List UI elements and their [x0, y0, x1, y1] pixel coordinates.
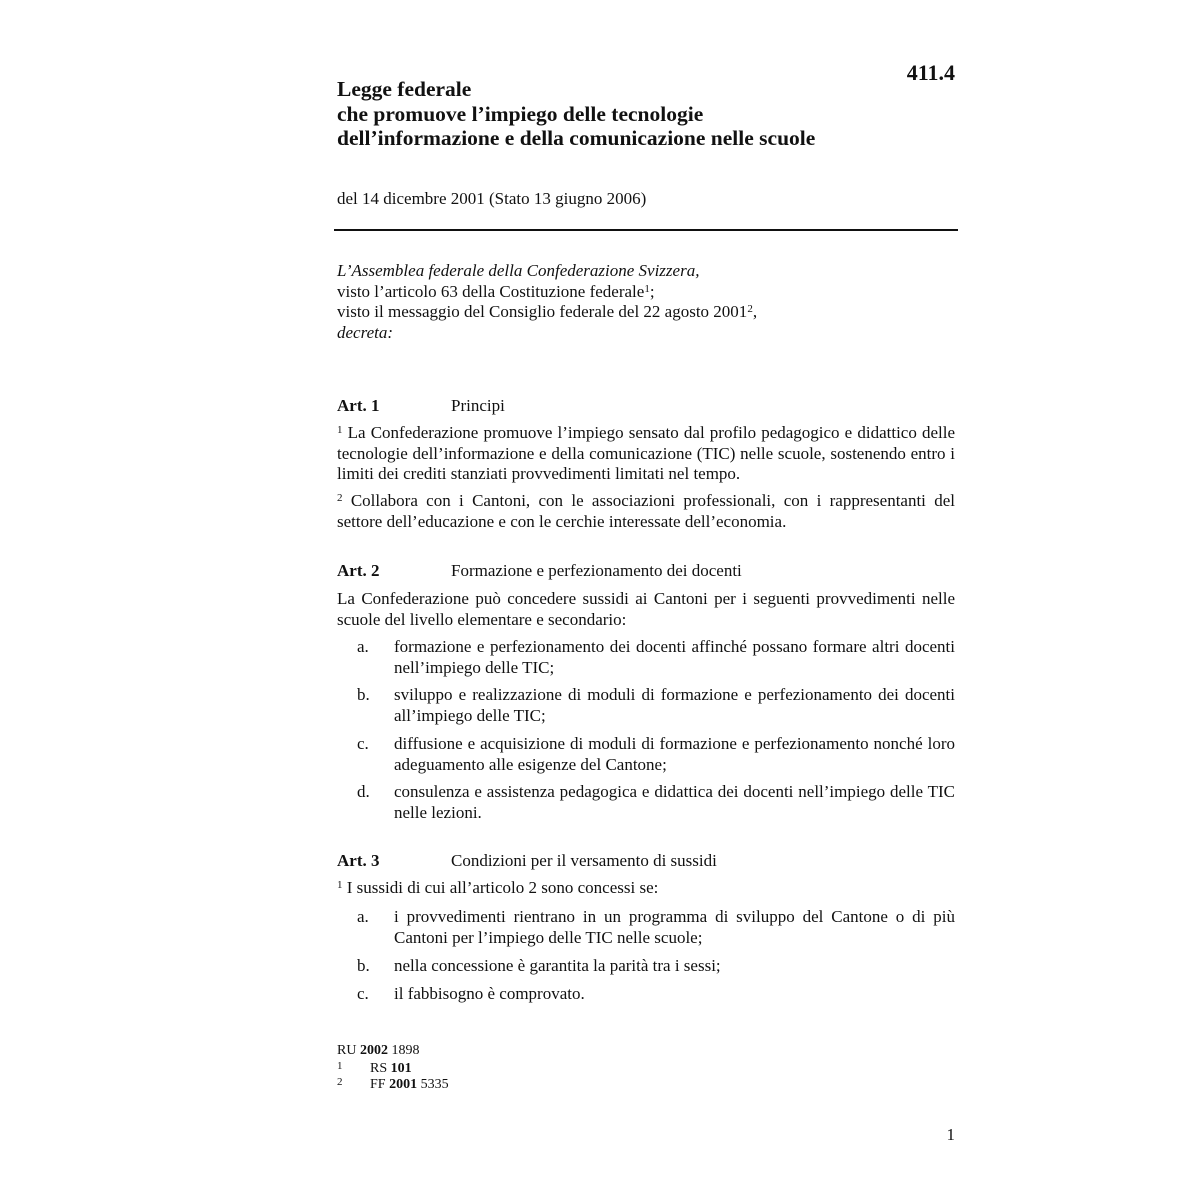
- article-title: Formazione e perfezionamento dei docenti: [451, 561, 742, 580]
- article-heading: [337, 396, 957, 416]
- preamble-text: visto il messaggio del Consiglio federale del 22 agosto 2001: [337, 302, 748, 321]
- footnote-rest: 5335: [420, 1077, 449, 1092]
- footnote-prefix: RS: [370, 1061, 388, 1076]
- preamble-line: [337, 282, 957, 303]
- article-paragraph: [337, 878, 955, 899]
- paragraph-text: I sussidi di cui all’articolo 2 sono concessi se:: [346, 878, 659, 897]
- article-number: Art. 2: [337, 561, 380, 580]
- footnote-text: [370, 1077, 449, 1093]
- article-heading: [337, 851, 957, 871]
- preamble-line: [337, 302, 957, 323]
- item-label: a.: [357, 637, 369, 656]
- article-intro: La Confederazione può concedere sussidi ai Cantoni per i seguenti provvedimenti nelle scuole del livello elementare e secondario:: [337, 589, 955, 629]
- item-text: i provvedimenti rientrano in un programma di sviluppo del Cantone o di più Cantoni per l’impiego delle TIC nelle scuole;: [394, 907, 955, 947]
- item-text: consulenza e assistenza pedagogica e didattica dei docenti nell’impiego delle TIC nelle lezioni.: [394, 782, 955, 822]
- header-divider: [334, 229, 958, 231]
- preamble-punct: ,: [752, 302, 758, 321]
- article-paragraph: [337, 423, 955, 485]
- title-line: Legge federale: [337, 77, 472, 101]
- item-label: c.: [357, 984, 369, 1003]
- footnote-prefix: FF: [370, 1077, 386, 1092]
- article-title: Principi: [451, 396, 505, 415]
- item-label: d.: [357, 782, 370, 801]
- preamble: [337, 261, 957, 343]
- page-number: 1: [946, 1125, 955, 1144]
- title-line: che promuove l’impiego delle tecnologie: [337, 101, 704, 126]
- official-compilation-ref: [337, 1043, 419, 1061]
- date-line: del 14 dicembre 2001 (Stato 13 giugno 2006): [337, 189, 647, 208]
- item-label: b.: [357, 956, 370, 975]
- item-text: nella concessione è garantita la parità tra i sessi;: [394, 956, 721, 975]
- footnote: [337, 1061, 419, 1077]
- footnote-ref[interactable]: 1: [644, 282, 650, 295]
- footnote-mark: 1: [337, 1060, 343, 1072]
- preamble-punct: ;: [649, 281, 655, 301]
- item-text: il fabbisogno è comprovato.: [394, 984, 585, 1003]
- item-text: diffusione e acquisizione di moduli di formazione e perfezionamento nonché loro adeguamento alle esigenze del Cantone;: [394, 734, 955, 774]
- ru-prefix: RU: [337, 1043, 357, 1058]
- item-text: sviluppo e realizzazione di moduli di formazione e perfezionamento dei docenti all’impiego delle TIC;: [394, 685, 955, 725]
- item-label: b.: [357, 685, 370, 704]
- paragraph-text: La Confederazione promuove l’impiego sensato dal profilo pedagogico e didattico delle tecnologie dell’informazione e della comunicazione (TIC) nelle scuole, sostenendo entro i limiti dei crediti stanziati provvedimenti limitati nel tempo.: [337, 423, 956, 483]
- article-number: Art. 3: [337, 851, 380, 870]
- footnote-text: [370, 1061, 412, 1077]
- article-number: Art. 1: [337, 396, 380, 415]
- footnote-bold: 101: [390, 1061, 412, 1076]
- paragraph-number: 2: [337, 492, 343, 504]
- ru-page: 1898: [391, 1043, 420, 1058]
- article-title: Condizioni per il versamento di sussidi: [451, 851, 717, 870]
- paragraph-number: 1: [337, 879, 343, 891]
- item-label: c.: [357, 734, 369, 753]
- footnote-ref[interactable]: 2: [747, 303, 753, 315]
- footnote: [337, 1076, 449, 1093]
- preamble-text: visto l’articolo 63 della Costituzione federale: [337, 281, 645, 301]
- paragraph-number: 1: [337, 424, 343, 436]
- enacting-body: L’Assemblea federale della Confederazione Svizzera,: [337, 261, 700, 280]
- law-title: [337, 77, 957, 151]
- article-heading: [337, 561, 957, 581]
- footnotes: [337, 1043, 449, 1093]
- paragraph-text: Collabora con i Cantoni, con le associazioni professionali, con i rappresentanti del settore dell’educazione e con le cerchie interessate dell’economia.: [337, 491, 955, 531]
- ru-year: 2002: [359, 1043, 388, 1058]
- article-paragraph: [337, 491, 955, 532]
- footnote-mark: 2: [337, 1076, 343, 1088]
- decree-word: decreta:: [337, 322, 394, 342]
- title-line: dell’informazione e della comunicazione nelle scuole: [337, 126, 816, 150]
- sr-number: 411.4: [906, 60, 955, 85]
- footnote-bold: 2001: [389, 1077, 418, 1092]
- item-text: formazione e perfezionamento dei docenti affinché possano formare altri docenti nell’impiego delle TIC;: [394, 637, 955, 677]
- item-label: a.: [357, 907, 369, 926]
